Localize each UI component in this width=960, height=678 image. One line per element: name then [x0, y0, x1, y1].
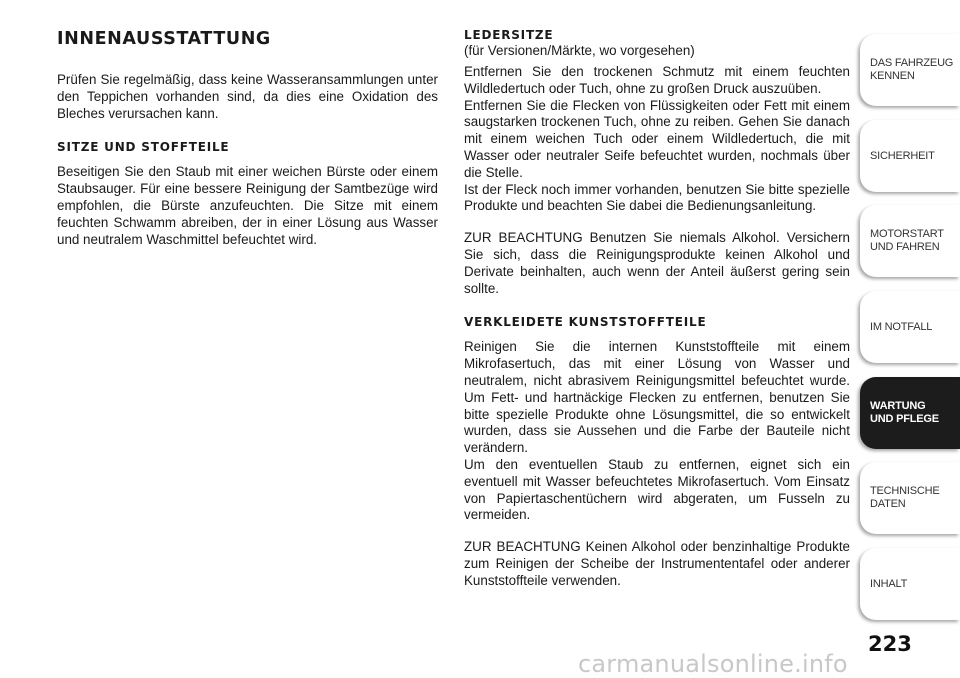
tab-inhalt[interactable] — [860, 548, 960, 620]
tab-das-fahrzeug-kennen[interactable] — [860, 34, 960, 106]
leather-paragraph-1: Entfernen Sie den trockenen Schmutz mit einem feuchten Wildledertuch oder Tuch, ohne zu großen Druck auszuüben. — [464, 64, 850, 96]
plastic-paragraph-2: Um den eventuellen Staub zu entfernen, eignet sich ein eventuell mit Wasser befeuchtetes Mikrofasertuch. Vom Einsatz von Papiertaschentüchern wird abgeraten, um Fusseln zu vermeiden. — [464, 456, 850, 523]
tab-label: TECHNISCHE DATEN — [870, 485, 940, 510]
tab-motorstart-und-fahren[interactable] — [860, 205, 960, 277]
tab-label: DAS FAHRZEUG KENNEN — [870, 57, 954, 82]
tab-label: INHALT — [870, 577, 908, 590]
section-heading-seats: SITZE UND STOFFTEILE — [57, 140, 230, 155]
plastic-paragraph-1: Reinigen Sie die internen Kunststoffteile mit einem Mikrofasertuch, das mit einer Lösung von Wasser und neutralem, nicht abrasivem Reinigungsmittel befeuchtet wurde. Um Fett- und hartnäckige Flecken zu entfernen, benutzen Sie bitte spezielle Produkte ohne Lösungsmittel, die so entwickelt wurden, dass sie Aussehen und die Farbe der Bauteile nicht verändern. — [464, 339, 850, 456]
tab-sicherheit[interactable] — [860, 120, 960, 192]
right-column — [464, 28, 850, 590]
leather-paragraph-3: Ist der Fleck noch immer vorhanden, benutzen Sie bitte spezielle Produkte und beachten Sie dabei die Bedienungsanleitung. — [464, 181, 850, 214]
leather-note: ZUR BEACHTUNG Benutzen Sie niemals Alkohol. Versichern Sie sich, dass die Reinigungsprodukte keinen Alkohol und Derivate beinhalten, auch wenn der Anteil äußerst gering sein sollte. — [464, 230, 850, 296]
plastic-note: ZUR BEACHTUNG Keinen Alkohol oder benzinhaltige Produkte zum Reinigen der Scheibe der Instrumententafel oder anderer Kunststoffteile verwenden. — [464, 539, 850, 588]
chapter-nav — [860, 0, 960, 677]
leather-subtitle: (für Versionen/Märkte, wo vorgesehen) — [464, 43, 695, 58]
watermark: carmanualsonline.info — [578, 650, 848, 678]
seats-paragraph: Beseitigen Sie den Staub mit einer weichen Bürste oder einem Staubsauger. Für eine bessere Reinigung der Samtbezüge wird empfohlen, die Bürste anzufeuchten. Die Sitze mit einem feuchten Schwamm abreiben, der in einer Lösung aus Wasser und neutralem Waschmittel befeuchtet wird. — [57, 164, 438, 247]
tab-label: IM NOTFALL — [870, 320, 933, 333]
tab-label: MOTORSTART UND FAHREN — [870, 228, 944, 253]
section-heading-leather: LEDERSITZE — [464, 28, 554, 42]
left-column — [57, 28, 438, 248]
page-number: 223 — [868, 632, 912, 656]
section-heading-plastic: VERKLEIDETE KUNSTSTOFFTEILE — [464, 315, 707, 330]
tab-wartung-und-pflege[interactable] — [860, 377, 960, 449]
intro-paragraph: Prüfen Sie regelmäßig, dass keine Wasseransammlungen unter den Teppichen vorhanden sind, da dies eine Oxidation des Bleches verursachen kann. — [57, 72, 438, 121]
tab-label: WARTUNG UND PFLEGE — [870, 400, 939, 425]
tab-im-notfall[interactable] — [860, 291, 960, 363]
tab-technische-daten[interactable] — [860, 462, 960, 534]
page-title: INNENAUSSTATTUNG — [57, 29, 271, 49]
leather-paragraph-2: Entfernen Sie die Flecken von Flüssigkeiten oder Fett mit einem saugstarken trockenen Tuch, ohne zu reiben. Gehen Sie danach mit einem weichen Tuch oder einem Wildledertuch, die mit Wasser oder neutraler Seife befeuchtet wurden, nochmals über die Stelle. — [464, 97, 850, 180]
tab-label: SICHERHEIT — [870, 149, 935, 162]
